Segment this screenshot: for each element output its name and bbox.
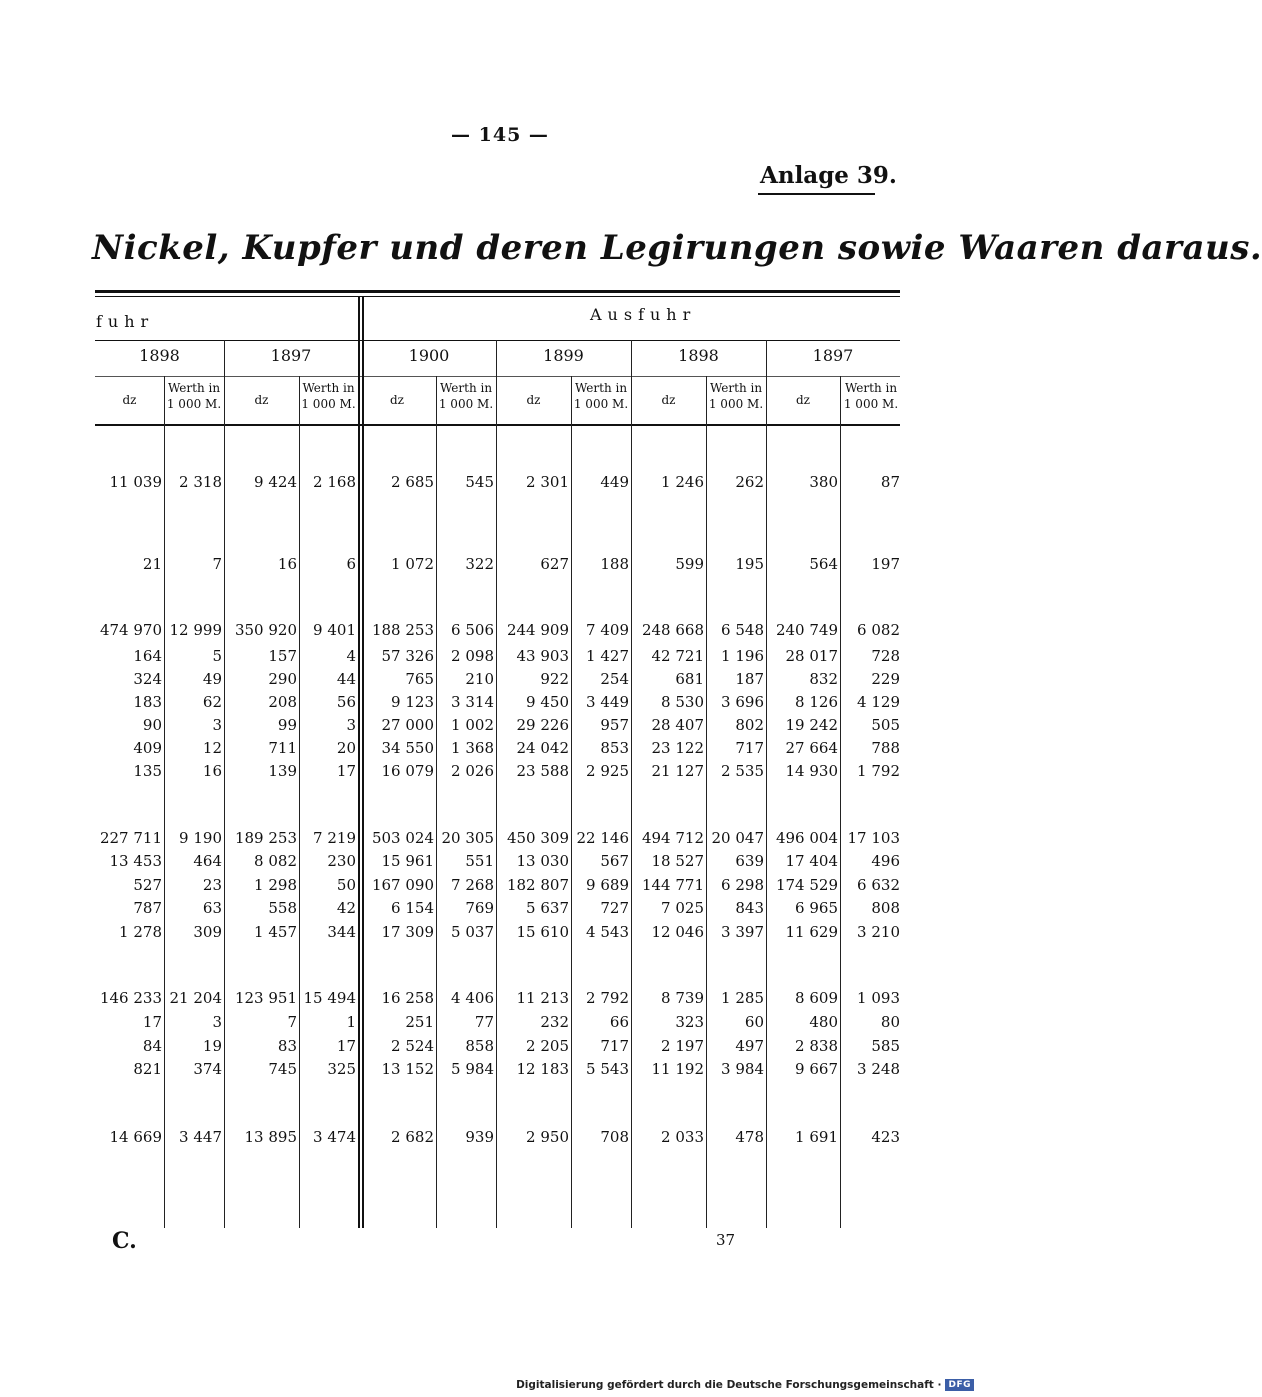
value-cell: 4 129: [857, 693, 900, 711]
quantity-cell: 34 550: [381, 739, 434, 757]
quantity-cell: 27 664: [785, 739, 838, 757]
value-cell: 2 535: [721, 762, 764, 780]
value-cell: 802: [735, 716, 764, 734]
value-cell: 808: [871, 899, 900, 917]
dz-header: dz: [526, 393, 541, 407]
value-cell: 7: [212, 555, 222, 573]
quantity-cell: 450 309: [506, 829, 569, 847]
value-header: Werth in: [439, 381, 493, 395]
quantity-cell: 11 192: [651, 1060, 704, 1078]
value-cell: 858: [465, 1037, 494, 1055]
value-cell: 1 093: [857, 989, 900, 1007]
dz-header: dz: [122, 393, 137, 407]
value-cell: 3 210: [857, 923, 900, 941]
value-cell: 853: [600, 739, 629, 757]
value-unit-header: 1 000 M.: [438, 397, 494, 411]
quantity-cell: 99: [277, 716, 297, 734]
quantity-cell: 8 609: [795, 989, 838, 1007]
value-cell: 230: [327, 852, 356, 870]
year-header: 1897: [270, 346, 312, 365]
value-header: Werth in: [167, 381, 221, 395]
quantity-cell: 2 950: [526, 1128, 569, 1146]
quantity-cell: 144 771: [641, 876, 704, 894]
quantity-cell: 324: [133, 670, 162, 688]
value-cell: 9 190: [179, 829, 222, 847]
quantity-cell: 745: [268, 1060, 297, 1078]
dz-header: dz: [661, 393, 676, 407]
column-divider: [571, 376, 572, 1228]
quantity-cell: 244 909: [506, 621, 569, 639]
value-cell: 6 506: [451, 621, 494, 639]
quantity-cell: 564: [809, 555, 838, 573]
quantity-cell: 8 739: [661, 989, 704, 1007]
quantity-cell: 28 407: [651, 716, 704, 734]
signature-mark: C.: [112, 1228, 137, 1254]
quantity-cell: 24 042: [516, 739, 569, 757]
value-header: Werth in: [709, 381, 763, 395]
value-cell: 77: [474, 1013, 494, 1031]
value-cell: 23: [202, 876, 222, 894]
value-header: Werth in: [844, 381, 898, 395]
quantity-cell: 2 682: [391, 1128, 434, 1146]
quantity-cell: 248 668: [641, 621, 704, 639]
section-divider: [358, 296, 360, 1228]
year-header: 1897: [812, 346, 854, 365]
value-cell: 7 268: [451, 876, 494, 894]
quantity-cell: 2 197: [661, 1037, 704, 1055]
value-cell: 2 925: [586, 762, 629, 780]
value-cell: 727: [600, 899, 629, 917]
column-divider: [299, 376, 300, 1228]
value-cell: 3 314: [451, 693, 494, 711]
value-unit-header: 1 000 M.: [166, 397, 222, 411]
quantity-cell: 1 691: [795, 1128, 838, 1146]
quantity-cell: 323: [675, 1013, 704, 1031]
value-cell: 5 037: [451, 923, 494, 941]
column-divider: [436, 376, 437, 1228]
value-cell: 62: [202, 693, 222, 711]
quantity-cell: 90: [142, 716, 162, 734]
quantity-cell: 12 046: [651, 923, 704, 941]
value-cell: 2 318: [179, 473, 222, 491]
value-cell: 3: [212, 716, 222, 734]
value-cell: 3 696: [721, 693, 764, 711]
value-cell: 188: [600, 555, 629, 573]
value-cell: 545: [465, 473, 494, 491]
value-cell: 496: [871, 852, 900, 870]
value-cell: 3 449: [586, 693, 629, 711]
year-header: 1899: [543, 346, 584, 365]
value-cell: 322: [465, 555, 494, 573]
quantity-cell: 240 749: [775, 621, 838, 639]
value-cell: 6 298: [721, 876, 764, 894]
value-cell: 60: [744, 1013, 764, 1031]
quantity-cell: 2 033: [661, 1128, 704, 1146]
dz-header: dz: [389, 393, 404, 407]
quantity-cell: 8 126: [795, 693, 838, 711]
quantity-cell: 182 807: [506, 876, 569, 894]
quantity-cell: 494 712: [641, 829, 704, 847]
value-cell: 3 397: [721, 923, 764, 941]
value-cell: 717: [735, 739, 764, 757]
quantity-cell: 2 205: [526, 1037, 569, 1055]
quantity-cell: 380: [809, 473, 838, 491]
value-cell: 210: [465, 670, 494, 688]
quantity-cell: 83: [277, 1037, 297, 1055]
credit-text: Digitalisierung gefördert durch die Deutsche Forschungsgemeinschaft ·: [516, 1379, 942, 1391]
value-unit-header: 1 000 M.: [708, 397, 764, 411]
quantity-cell: 14 930: [785, 762, 838, 780]
value-cell: 17 103: [847, 829, 900, 847]
value-header: Werth in: [574, 381, 628, 395]
quantity-cell: 23 122: [651, 739, 704, 757]
quantity-cell: 474 970: [99, 621, 162, 639]
value-cell: 717: [600, 1037, 629, 1055]
quantity-cell: 135: [133, 762, 162, 780]
quantity-cell: 232: [540, 1013, 569, 1031]
quantity-cell: 350 920: [234, 621, 297, 639]
quantity-cell: 627: [540, 555, 569, 573]
quantity-cell: 17 309: [381, 923, 434, 941]
export-section-label: Ausfuhr: [590, 305, 697, 324]
quantity-cell: 9 667: [795, 1060, 838, 1078]
value-cell: 567: [600, 852, 629, 870]
value-cell: 843: [735, 899, 764, 917]
value-cell: 3: [212, 1013, 222, 1031]
quantity-cell: 189 253: [234, 829, 297, 847]
quantity-cell: 1 072: [391, 555, 434, 573]
quantity-cell: 227 711: [99, 829, 162, 847]
import-section-label: fuhr: [96, 312, 155, 331]
value-cell: 1 368: [451, 739, 494, 757]
quantity-cell: 599: [675, 555, 704, 573]
value-cell: 639: [735, 852, 764, 870]
dz-header: dz: [254, 393, 269, 407]
quantity-cell: 15 961: [381, 852, 434, 870]
value-cell: 17: [336, 762, 356, 780]
column-divider: [164, 376, 165, 1228]
value-unit-header: 1 000 M.: [843, 397, 899, 411]
value-cell: 374: [193, 1060, 222, 1078]
quantity-cell: 7: [287, 1013, 297, 1031]
value-cell: 1 427: [586, 647, 629, 665]
value-cell: 229: [871, 670, 900, 688]
value-cell: 262: [735, 473, 764, 491]
quantity-cell: 11 039: [109, 473, 162, 491]
value-cell: 788: [871, 739, 900, 757]
value-cell: 708: [600, 1128, 629, 1146]
quantity-cell: 21: [142, 555, 162, 573]
value-cell: 15 494: [303, 989, 356, 1007]
quantity-cell: 17: [142, 1013, 162, 1031]
value-cell: 20 305: [441, 829, 494, 847]
value-cell: 56: [336, 693, 356, 711]
year-rule: [95, 340, 900, 341]
dz-header: dz: [795, 393, 810, 407]
quantity-cell: 681: [675, 670, 704, 688]
quantity-cell: 9 450: [526, 693, 569, 711]
quantity-cell: 2 524: [391, 1037, 434, 1055]
quantity-cell: 711: [268, 739, 297, 757]
value-cell: 19: [202, 1037, 222, 1055]
quantity-cell: 7 025: [661, 899, 704, 917]
value-cell: 22 146: [576, 829, 629, 847]
year-header: 1900: [408, 346, 450, 365]
digitization-credit: [516, 1379, 974, 1391]
quantity-cell: 5 637: [526, 899, 569, 917]
value-cell: 12: [202, 739, 222, 757]
value-cell: 20 047: [711, 829, 764, 847]
quantity-cell: 558: [268, 899, 297, 917]
quantity-cell: 43 903: [516, 647, 569, 665]
quantity-cell: 8 082: [254, 852, 297, 870]
value-cell: 187: [735, 670, 764, 688]
value-cell: 197: [871, 555, 900, 573]
value-cell: 769: [465, 899, 494, 917]
year-header: 1898: [139, 346, 180, 365]
value-cell: 5: [212, 647, 222, 665]
quantity-cell: 174 529: [775, 876, 838, 894]
value-cell: 12 999: [169, 621, 222, 639]
value-cell: 3: [346, 716, 356, 734]
value-cell: 16: [202, 762, 222, 780]
value-cell: 1 792: [857, 762, 900, 780]
value-unit-header: 1 000 M.: [573, 397, 629, 411]
page-title: Nickel, Kupfer und deren Legirungen sowie Waaren daraus.: [92, 228, 1262, 268]
quantity-cell: 16 258: [381, 989, 434, 1007]
value-header: Werth in: [302, 381, 355, 395]
value-unit-header: 1 000 M.: [301, 397, 356, 411]
value-cell: 3 447: [179, 1128, 222, 1146]
value-cell: 6 632: [857, 876, 900, 894]
quantity-cell: 19 242: [785, 716, 838, 734]
value-cell: 5 984: [451, 1060, 494, 1078]
value-cell: 21 204: [169, 989, 222, 1007]
table-top-rule: [95, 290, 900, 293]
quantity-cell: 157: [268, 647, 297, 665]
quantity-cell: 527: [133, 876, 162, 894]
value-cell: 9 689: [586, 876, 629, 894]
value-cell: 6 548: [721, 621, 764, 639]
quantity-cell: 1 246: [661, 473, 704, 491]
sheet-number: 37: [716, 1231, 736, 1249]
quantity-cell: 27 000: [381, 716, 434, 734]
value-cell: 497: [735, 1037, 764, 1055]
value-cell: 195: [735, 555, 764, 573]
quantity-cell: 17 404: [785, 852, 838, 870]
quantity-cell: 496 004: [775, 829, 838, 847]
value-cell: 449: [600, 473, 629, 491]
appendix-underline: [758, 193, 875, 195]
value-cell: 505: [871, 716, 900, 734]
quantity-cell: 9 424: [254, 473, 297, 491]
quantity-cell: 409: [133, 739, 162, 757]
value-cell: 1 285: [721, 989, 764, 1007]
value-cell: 957: [600, 716, 629, 734]
value-cell: 44: [336, 670, 356, 688]
value-cell: 423: [871, 1128, 900, 1146]
value-cell: 4: [346, 647, 356, 665]
value-cell: 2 098: [451, 647, 494, 665]
value-cell: 478: [735, 1128, 764, 1146]
subheader-rule: [95, 376, 900, 377]
value-cell: 6 082: [857, 621, 900, 639]
quantity-cell: 6 154: [391, 899, 434, 917]
quantity-cell: 139: [268, 762, 297, 780]
quantity-cell: 164: [133, 647, 162, 665]
quantity-cell: 183: [133, 693, 162, 711]
value-cell: 66: [609, 1013, 629, 1031]
value-cell: 9 401: [313, 621, 356, 639]
quantity-cell: 13 152: [381, 1060, 434, 1078]
quantity-cell: 23 588: [516, 762, 569, 780]
value-cell: 7 409: [586, 621, 629, 639]
quantity-cell: 1 278: [119, 923, 162, 941]
appendix-label: Anlage 39.: [760, 162, 897, 189]
value-cell: 585: [871, 1037, 900, 1055]
value-cell: 80: [880, 1013, 900, 1031]
value-cell: 1: [346, 1013, 356, 1031]
quantity-cell: 821: [133, 1060, 162, 1078]
value-cell: 6: [346, 555, 356, 573]
column-divider: [224, 340, 225, 1228]
quantity-cell: 6 965: [795, 899, 838, 917]
quantity-cell: 8 530: [661, 693, 704, 711]
quantity-cell: 167 090: [371, 876, 434, 894]
value-cell: 2 792: [586, 989, 629, 1007]
quantity-cell: 13 030: [516, 852, 569, 870]
quantity-cell: 922: [540, 670, 569, 688]
value-cell: 3 248: [857, 1060, 900, 1078]
quantity-cell: 16: [277, 555, 297, 573]
table-top-rule-thin: [95, 296, 900, 297]
value-cell: 4 543: [586, 923, 629, 941]
quantity-cell: 13 895: [244, 1128, 297, 1146]
value-cell: 2 168: [313, 473, 356, 491]
value-cell: 42: [336, 899, 356, 917]
column-divider: [706, 376, 707, 1228]
column-divider: [496, 340, 497, 1228]
quantity-cell: 11 213: [516, 989, 569, 1007]
quantity-cell: 15 610: [516, 923, 569, 941]
quantity-cell: 188 253: [371, 621, 434, 639]
quantity-cell: 787: [133, 899, 162, 917]
value-cell: 7 219: [313, 829, 356, 847]
quantity-cell: 11 629: [785, 923, 838, 941]
quantity-cell: 1 298: [254, 876, 297, 894]
quantity-cell: 14 669: [109, 1128, 162, 1146]
quantity-cell: 290: [268, 670, 297, 688]
quantity-cell: 29 226: [516, 716, 569, 734]
value-cell: 1 002: [451, 716, 494, 734]
quantity-cell: 21 127: [651, 762, 704, 780]
value-cell: 464: [193, 852, 222, 870]
value-cell: 87: [880, 473, 900, 491]
quantity-cell: 480: [809, 1013, 838, 1031]
value-cell: 2 026: [451, 762, 494, 780]
value-cell: 4 406: [451, 989, 494, 1007]
quantity-cell: 13 453: [109, 852, 162, 870]
value-cell: 50: [336, 876, 356, 894]
year-header: 1898: [678, 346, 719, 365]
value-cell: 551: [465, 852, 494, 870]
quantity-cell: 208: [268, 693, 297, 711]
value-cell: 344: [327, 923, 356, 941]
value-cell: 3 474: [313, 1128, 356, 1146]
quantity-cell: 9 123: [391, 693, 434, 711]
column-divider: [840, 376, 841, 1228]
quantity-cell: 251: [405, 1013, 434, 1031]
value-cell: 309: [193, 923, 222, 941]
quantity-cell: 2 301: [526, 473, 569, 491]
value-cell: 63: [202, 899, 222, 917]
quantity-cell: 16 079: [381, 762, 434, 780]
dfg-logo: DFG: [945, 1379, 974, 1391]
quantity-cell: 28 017: [785, 647, 838, 665]
value-cell: 325: [327, 1060, 356, 1078]
quantity-cell: 42 721: [651, 647, 704, 665]
value-cell: 5 543: [586, 1060, 629, 1078]
quantity-cell: 2 838: [795, 1037, 838, 1055]
header-bottom-rule: [95, 424, 900, 426]
quantity-cell: 146 233: [99, 989, 162, 1007]
quantity-cell: 765: [405, 670, 434, 688]
value-cell: 939: [465, 1128, 494, 1146]
value-cell: 254: [600, 670, 629, 688]
page-number: — 145 —: [451, 124, 549, 146]
quantity-cell: 1 457: [254, 923, 297, 941]
quantity-cell: 123 951: [234, 989, 297, 1007]
quantity-cell: 57 326: [381, 647, 434, 665]
value-cell: 1 196: [721, 647, 764, 665]
quantity-cell: 84: [142, 1037, 162, 1055]
value-cell: 20: [336, 739, 356, 757]
quantity-cell: 12 183: [516, 1060, 569, 1078]
column-divider: [766, 340, 767, 1228]
quantity-cell: 18 527: [651, 852, 704, 870]
value-cell: 3 984: [721, 1060, 764, 1078]
quantity-cell: 2 685: [391, 473, 434, 491]
column-divider: [631, 340, 632, 1228]
quantity-cell: 503 024: [371, 829, 434, 847]
quantity-cell: 832: [809, 670, 838, 688]
value-cell: 49: [202, 670, 222, 688]
value-cell: 728: [871, 647, 900, 665]
value-cell: 17: [336, 1037, 356, 1055]
